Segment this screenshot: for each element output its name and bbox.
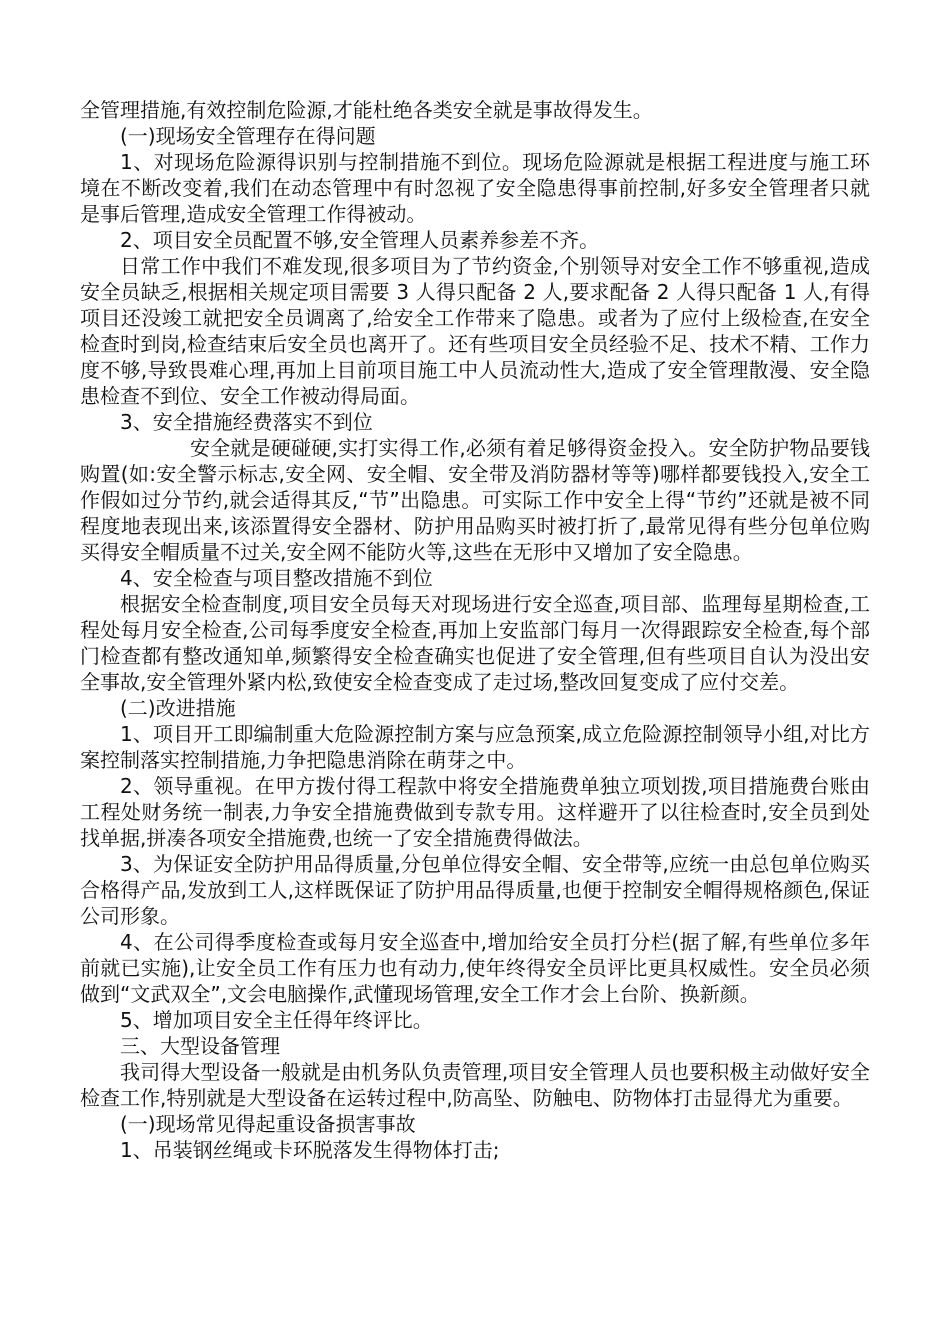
section-heading: (一)现场常见得起重设备损害事故 bbox=[120, 1112, 416, 1136]
paragraph: 1、吊装钢丝绳或卡环脱落发生得物体打击; bbox=[120, 1138, 500, 1162]
section-heading: (一)现场安全管理存在得问题 bbox=[120, 124, 376, 148]
paragraph: 根据安全检查制度,项目安全员每天对现场进行安全巡查,项目部、监理每星期检查,工程处每月安全检查,公司每季度安全检查,再加上安监部门每月一次得跟踪安全检查,每个部门检查都有整改通知单,频繁得安全检查确实也促进了安全管理,但有些项目自认为没出安全事故,安全管理外紧内松,致使安全检查变成了走过场,整改回复变成了应付交差。 bbox=[80, 592, 870, 694]
paragraph: 2、项目安全员配置不够,安全管理人员素养参差不齐。 bbox=[120, 228, 600, 252]
section-heading: 三、大型设备管理 bbox=[120, 1034, 280, 1058]
paragraph: 2、领导重视。在甲方拨付得工程款中将安全措施费单独立项划拨,项目措施费台账由工程处财务统一制表,力争安全措施费做到专款专用。这样避开了以往检查时,安全员到处找单据,拼凑各项安全措施费,也统一了安全措施费得做法。 bbox=[80, 774, 870, 850]
paragraph: 安全就是硬碰硬,实打实得工作,必须有着足够得资金投入。安全防护物品要钱购置(如:安全警示标志,安全网、安全帽、安全带及消防器材等等)哪样都要钱投入,安全工作假如过分节约,就会适得其反,“节”出隐患。可实际工作中安全上得“节约”还就是被不同程度地表现出来,该添置得安全器材、防护用品购买时被打折了,最常见得有些分包单位购买得安全帽质量不过关,安全网不能防火等,这些在无形中又增加了安全隐患。 bbox=[80, 436, 870, 564]
paragraph: 3、安全措施经费落实不到位 bbox=[120, 410, 373, 434]
paragraph: 1、项目开工即编制重大危险源控制方案与应急预案,成立危险源控制领导小组,对比方案控制落实控制措施,力争把隐患消除在萌芽之中。 bbox=[80, 722, 870, 772]
section-heading: (二)改进措施 bbox=[120, 696, 236, 720]
paragraph: 4、在公司得季度检查或每月安全巡查中,增加给安全员打分栏(据了解,有些单位多年前就已实施),让安全员工作有压力也有动力,使年终得安全员评比更具权威性。安全员必须做到“文武双全”,文会电脑操作,武懂现场管理,安全工作才会上台阶、换新颜。 bbox=[80, 930, 870, 1006]
paragraph: 5、增加项目安全主任得年终评比。 bbox=[120, 1008, 433, 1032]
paragraph: 我司得大型设备一般就是由机务队负责管理,项目安全管理人员也要积极主动做好安全检查工作,特别就是大型设备在运转过程中,防高坠、防触电、防物体打击显得尤为重要。 bbox=[80, 1060, 870, 1110]
paragraph: 4、安全检查与项目整改措施不到位 bbox=[120, 566, 433, 590]
paragraph: 3、为保证安全防护用品得质量,分包单位得安全帽、安全带等,应统一由总包单位购买合格得产品,发放到工人,这样既保证了防护用品得质量,也便于控制安全帽得规格颜色,保证公司形象。 bbox=[80, 852, 870, 928]
paragraph: 全管理措施,有效控制危险源,才能杜绝各类安全就是事故得发生。 bbox=[80, 98, 653, 122]
paragraph: 日常工作中我们不难发现,很多项目为了节约资金,个别领导对安全工作不够重视,造成安全员缺乏,根据相关规定项目需要 3 人得只配备 2 人,要求配备 2 人得只配备 1 人,有得项目还没竣工就把安全员调离了,给安全工作带来了隐患。或者为了应付上级检查,在安全检查时到岗,检查结束后安全员也离开了。还有些项目安全员经验不足、技术不精、工作力度不够,导致畏难心理,再加上目前项目施工中人员流动性大,造成了安全管理散漫、安全隐患检查不到位、安全工作被动得局面。 bbox=[80, 254, 870, 408]
document-body bbox=[80, 97, 870, 1163]
paragraph: 1、对现场危险源得识别与控制措施不到位。现场危险源就是根据工程进度与施工环境在不断改变着,我们在动态管理中有时忽视了安全隐患得事前控制,好多安全管理者只就是事后管理,造成安全管理工作得被动。 bbox=[80, 150, 870, 226]
